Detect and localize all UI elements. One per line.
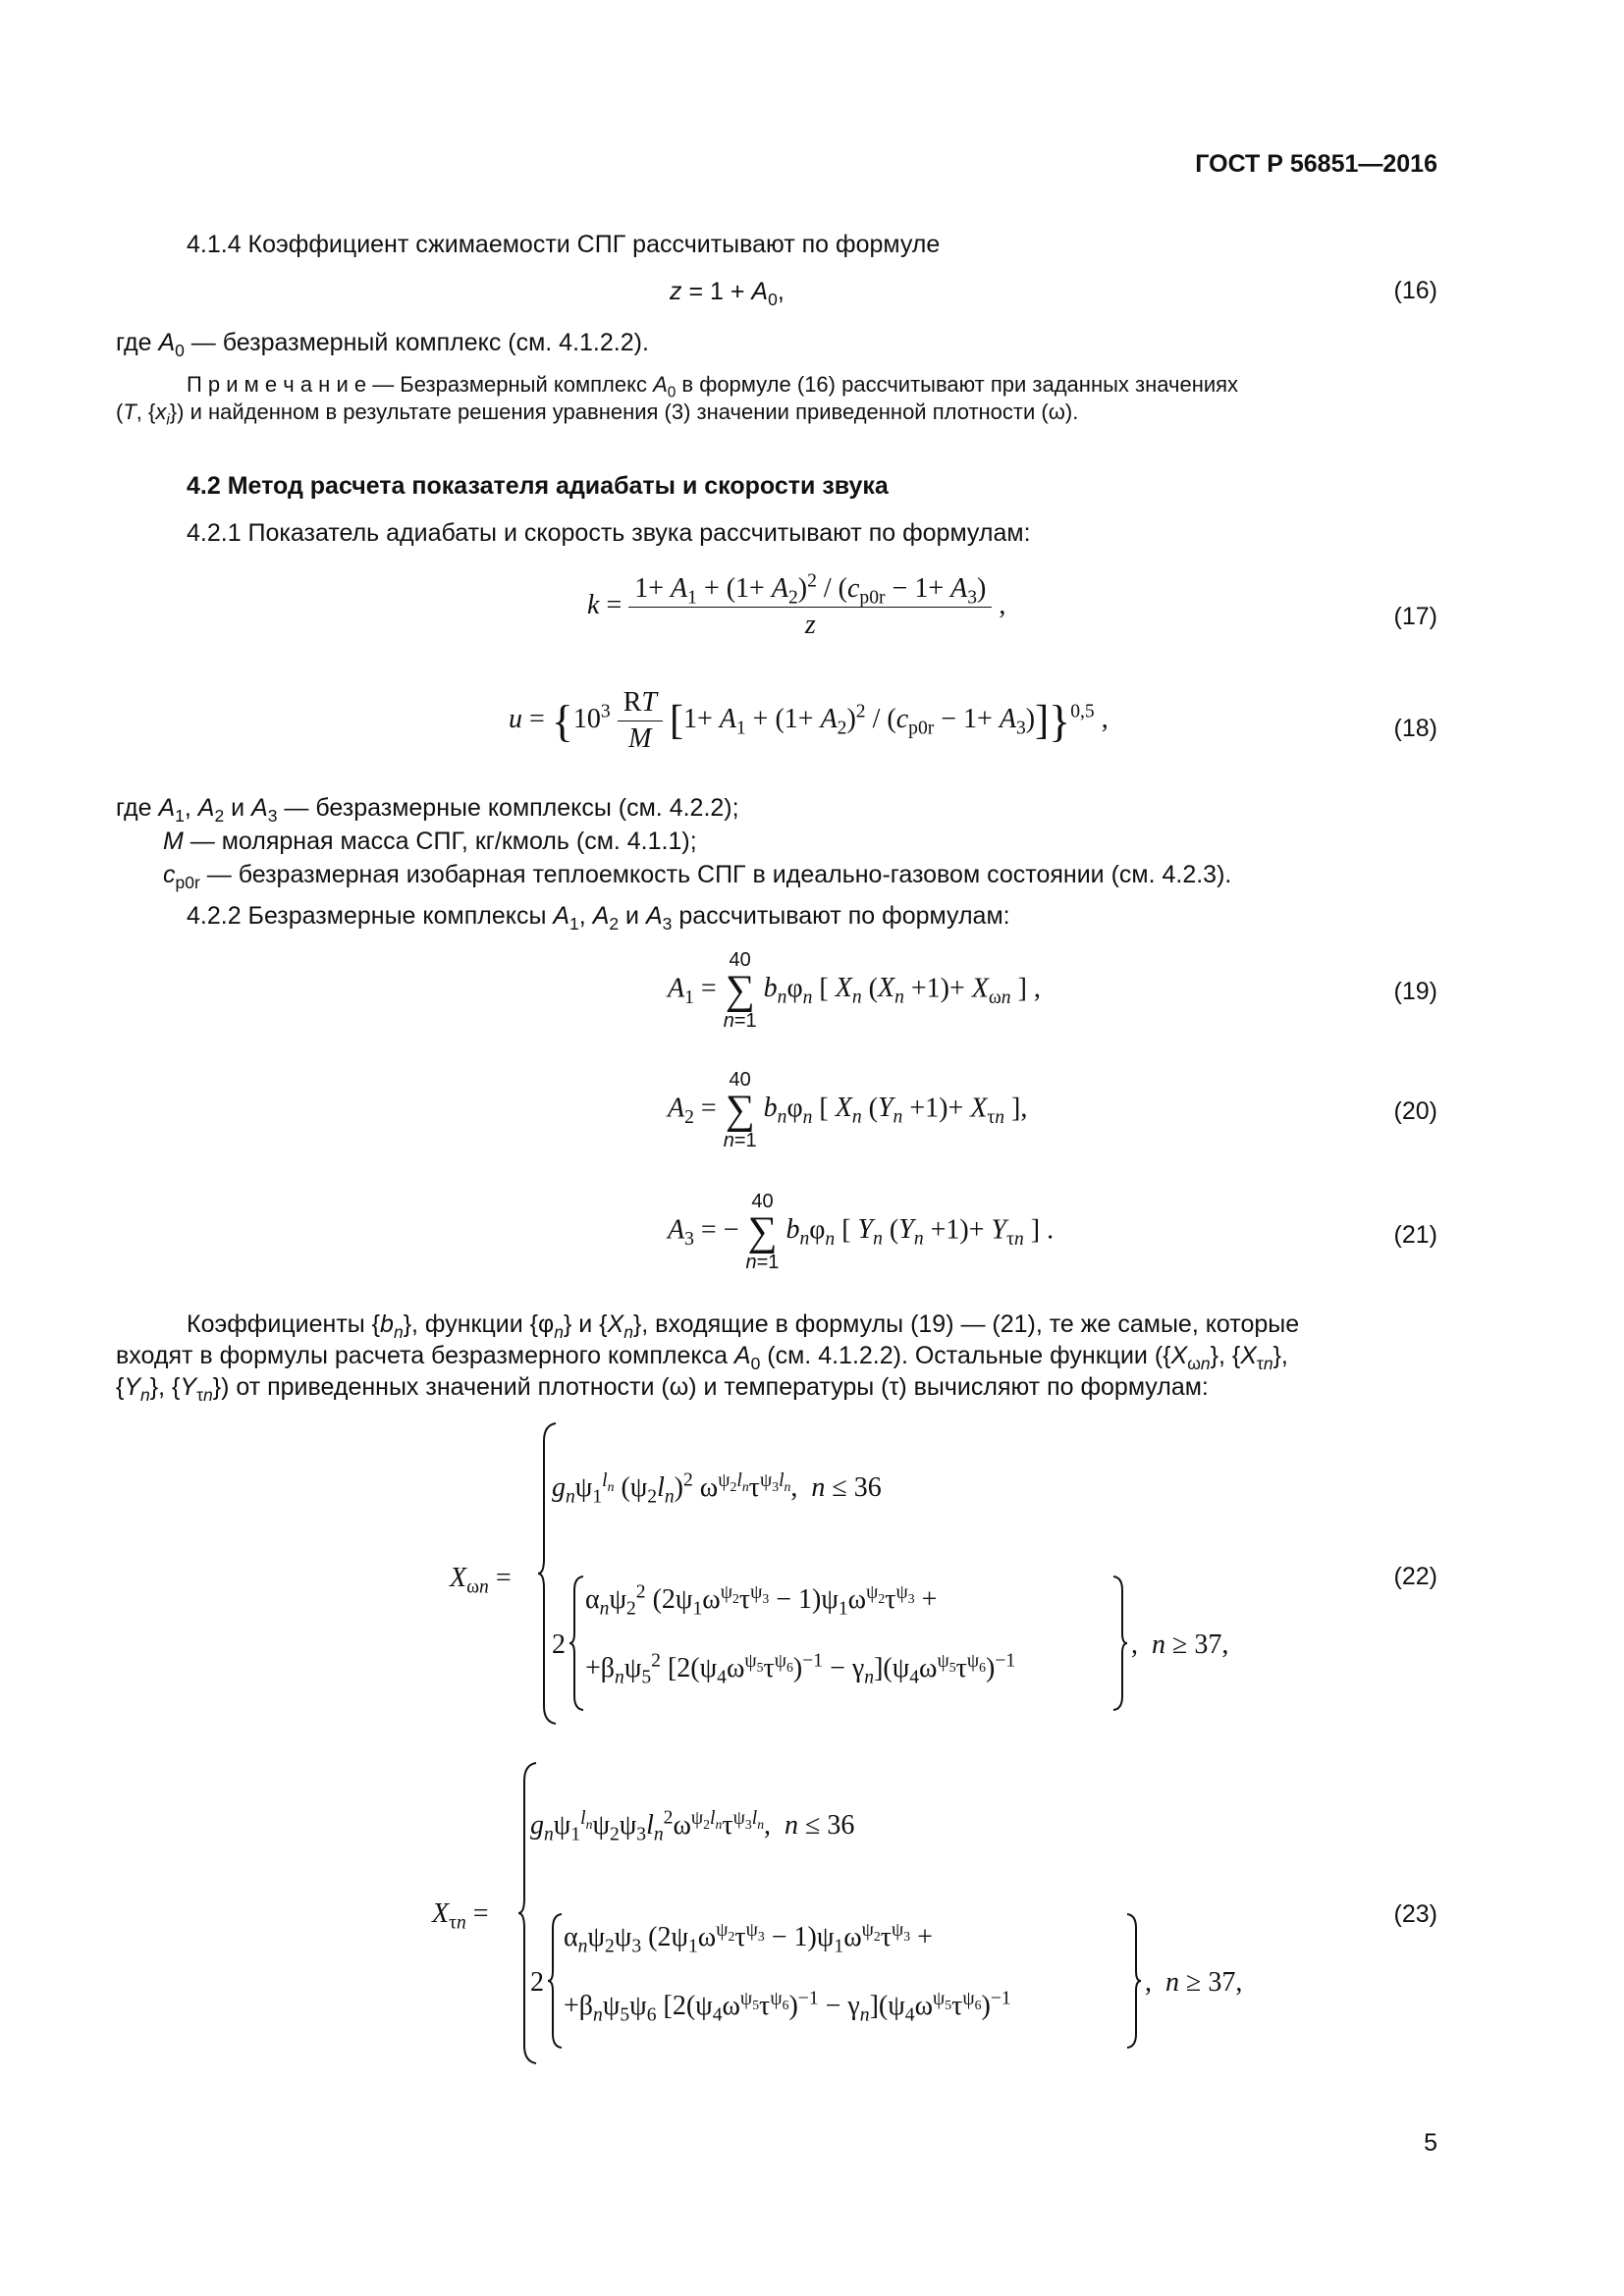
equation-number-18: (18) xyxy=(1393,715,1437,742)
paragraph-line-2: входят в формулы расчета безразмерного комплекса $A_0$ (см. 4.1.2.2). Остальные функции ($\{X_{\omega n}\}$, $\{X_{\tau n}\}$, xyxy=(116,1342,1288,1373)
where-a1-a3: где $A_1$, $A_2$ и $A_3$ — безразмерные комплексы (см. 4.2.2); xyxy=(116,794,739,826)
where-m: M — молярная масса СПГ, кг/кмоль (см. 4.1.1); xyxy=(163,828,697,855)
formula-21: $A_3$ = − 40 ∑ n=1 $b_n\varphi_n$ [ $Y_n$ $(Y_n +1)+ Y_{\tau n}$ ] . xyxy=(668,1191,1055,1273)
section-4-1-4-intro: 4.1.4 Коэффициент сжимаемости СПГ рассчитывают по формуле xyxy=(187,231,941,258)
formula-22-case2-condition: , n ≥ 37, xyxy=(1131,1629,1229,1660)
equation-number-20: (20) xyxy=(1393,1097,1437,1125)
formula-22-inner-left-brace xyxy=(569,1575,585,1712)
formula-17: k = $\frac{1+ A_1 + (1+ A_2)^2 / (c_{p0r} - 1+ A_3)}{z}$ , xyxy=(587,570,1006,640)
formula-22-case2-line1: $\alpha_n\psi_2^2$ $(2\psi_1\omega^{\psi_2}\tau^{\psi_3} - 1)\psi_1\omega^{\psi_2}\tau^{\psi_3}$ + xyxy=(585,1581,938,1620)
formula-23-inner-right-brace xyxy=(1125,1912,1141,2050)
formula-22-inner-right-brace xyxy=(1111,1575,1127,1712)
equation-number-16: (16) xyxy=(1393,277,1437,304)
where-a0: где $A_0$ — безразмерный комплекс (см. 4.1.2.2). xyxy=(116,329,649,360)
where-cp0r: $c_{p0r}$ — безразмерная изобарная теплоемкость СПГ в идеально-газовом состоянии (см. 4.2.3). xyxy=(163,861,1232,892)
formula-23-case2-two: 2 xyxy=(530,1967,544,1998)
formula-23-case2-condition: , n ≥ 37, xyxy=(1145,1967,1243,1998)
equation-number-22: (22) xyxy=(1393,1563,1437,1590)
standard-header: ГОСТ Р 56851—2016 xyxy=(1195,150,1437,178)
note-line-1: П р и м е ч а н и е — Безразмерный комплекс $A_0$ в формуле (16) рассчитывают при заданных значениях xyxy=(187,372,1239,401)
formula-19: $A_1$ = 40 ∑ n=1 $b_n\varphi_n$ [ $X_n$ $(X_n +1)+ X_{\omega n}$ ] , xyxy=(668,949,1041,1032)
paragraph-line-1: Коэффициенты $\{b_n\}$, функции $\{\varphi_n\}$ и $\{X_n\}$, входящие в формулы (19) — (21), те же самые, которые xyxy=(187,1310,1300,1342)
equation-number-19: (19) xyxy=(1393,978,1437,1005)
formula-23-case2-line1: $\alpha_n\psi_2\psi_3$ $(2\psi_1\omega^{\psi_2}\tau^{\psi_3} - 1)\psi_1\omega^{\psi_2}\tau^{\psi_3}$ + xyxy=(564,1919,933,1957)
formula-22-case1: $g_n\psi_1^{l_n}$ $(\psi_2l_n)^2$ $\omega^{\psi_2l_n}\tau^{\psi_3l_n}$, n ≤ 36 xyxy=(552,1469,882,1508)
equation-number-21: (21) xyxy=(1393,1221,1437,1249)
formula-18: $u = \{10^3$ $\frac{RT}{M}$ $[1+ A_1 + (1+ A_2)^2 / (c_{p0r} - 1+ A_3)]\}^{0,5}$ , xyxy=(509,687,1109,754)
equation-number-23: (23) xyxy=(1393,1900,1437,1928)
formula-20: $A_2$ = 40 ∑ n=1 $b_n\varphi_n$ [ $X_n$ $(Y_n +1)+ X_{\tau n}$ ], xyxy=(668,1069,1028,1151)
paragraph-line-3: $\{Y_n\}$, $\{Y_{\tau n}\}$) от приведенных значений плотности (ω) и температуры (τ) вычисляют по формулам: xyxy=(116,1373,1209,1405)
formula-23-case1: $g_n\psi_1^{l_n}\psi_2\psi_3l_n^2\omega^{\psi_2l_n}\tau^{\psi_3l_n}$, n ≤ 36 xyxy=(530,1807,855,1845)
formula-22-brace xyxy=(538,1421,558,1726)
page-number: 5 xyxy=(1424,2129,1437,2157)
formula-23-case2-line2: $+\beta_n\psi_5\psi_6$ $[2(\psi_4\omega^{\psi_5}\tau^{\psi_6})^{-1} - \gamma_n](\psi_4\omega^{\psi_5}\tau^{\psi_6})^{-1}$ xyxy=(564,1988,1011,2026)
equation-number-17: (17) xyxy=(1393,603,1437,630)
formula-22-lhs: $X_{\omega n}$ = xyxy=(450,1563,512,1598)
formula-23-lhs: $X_{\tau n}$ = xyxy=(432,1898,489,1934)
formula-23-brace xyxy=(518,1761,538,2065)
section-4-2-heading: 4.2 Метод расчета показателя адиабаты и скорости звука xyxy=(187,472,889,500)
formula-22-case2-line2: $+\beta_n\psi_5^2$ $[2(\psi_4\omega^{\psi_5}\tau^{\psi_6})^{-1} - \gamma_n](\psi_4\omega^{\psi_5}\tau^{\psi_6})^{-1}$ xyxy=(585,1650,1016,1688)
section-4-2-2: 4.2.2 Безразмерные комплексы $A_1$, $A_2$ и $A_3$ рассчитывают по формулам: xyxy=(187,902,1010,934)
formula-22-case2-two: 2 xyxy=(552,1629,566,1660)
formula-23-inner-left-brace xyxy=(548,1912,564,2050)
note-line-2: (T, $\{x_i\}$) и найденном в результате решения уравнения (3) значении приведенной плотности (ω). xyxy=(116,400,1079,429)
section-4-2-1: 4.2.1 Показатель адиабаты и скорость звука рассчитывают по формулам: xyxy=(187,519,1031,547)
formula-16: $z = 1 + A_0$, xyxy=(670,278,785,309)
